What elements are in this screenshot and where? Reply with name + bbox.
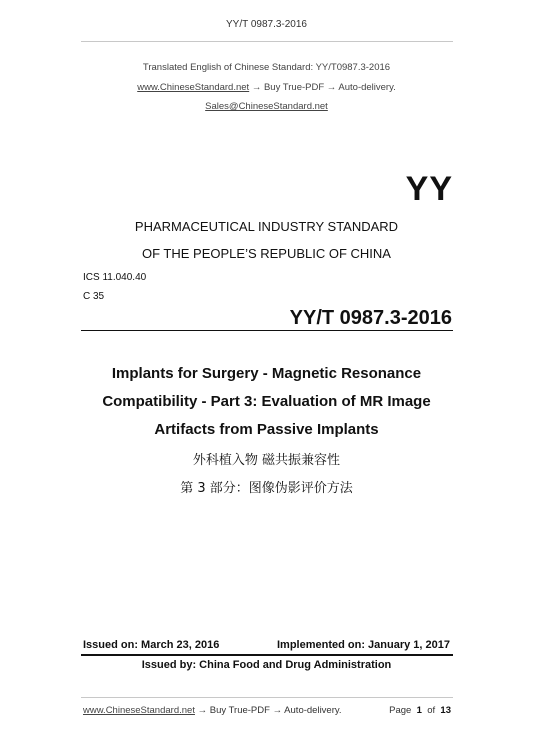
purchase-note	[0, 82, 533, 93]
issued-date: Issued on: March 23, 2016	[83, 639, 220, 651]
chinesestandard-link[interactable]: www.ChineseStandard.net	[137, 82, 250, 93]
ccs-code: C 35	[83, 291, 105, 302]
title-divider	[81, 330, 453, 331]
implemented-date: Implemented on: January 1, 2017	[276, 639, 450, 651]
footer-purchase-note	[83, 705, 342, 716]
page-total: 13	[440, 705, 451, 716]
footer-chinesestandard-link[interactable]: www.ChineseStandard.net	[83, 705, 195, 716]
title-zh-line-2: 第 3 部分：图像伪影评价方法	[180, 481, 353, 496]
standard-code: YY	[405, 170, 453, 208]
footer-divider	[81, 697, 453, 698]
title-zh-line-1: 外科植入物 磁共振兼容性	[192, 453, 341, 468]
dates-divider	[81, 654, 453, 656]
email-line	[0, 101, 533, 112]
page-of: of	[427, 705, 436, 716]
translation-note: Translated English of Chinese Standard: YY/T0987.3-2016	[142, 62, 391, 73]
page-label: Page	[389, 705, 412, 716]
purchase-note-text: → Buy True-PDF → Auto-delivery.	[249, 82, 396, 93]
running-header: YY/T 0987.3-2016	[226, 19, 307, 30]
header-divider	[81, 41, 453, 42]
organization-line-1: PHARMACEUTICAL INDUSTRY STANDARD	[134, 219, 399, 234]
sales-email-link[interactable]: Sales@ChineseStandard.net	[205, 101, 328, 112]
organization-line-2: OF THE PEOPLE’S REPUBLIC OF CHINA	[142, 246, 391, 261]
title-en-line-2: Compatibility - Part 3: Evaluation of MR Image	[102, 393, 431, 410]
title-en-line-1: Implants for Surgery - Magnetic Resonance	[111, 365, 422, 382]
ics-code: ICS 11.040.40	[83, 272, 147, 283]
issuer: Issued by: China Food and Drug Administration	[141, 659, 392, 671]
footer-purchase-text: → Buy True-PDF → Auto-delivery.	[194, 705, 342, 716]
standard-number: YY/T 0987.3-2016	[289, 307, 452, 329]
page-current: 1	[416, 705, 422, 716]
page-indicator	[389, 705, 451, 716]
title-en-line-3: Artifacts from Passive Implants	[154, 421, 379, 438]
